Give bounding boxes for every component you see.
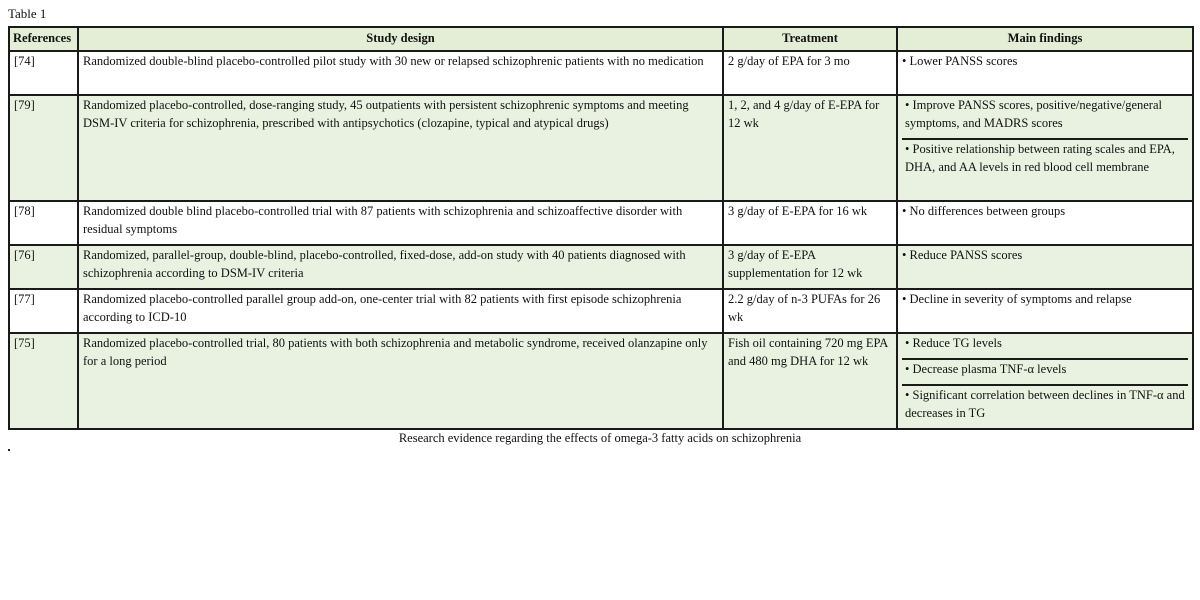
header-references: References xyxy=(9,27,78,51)
header-treatment: Treatment xyxy=(723,27,897,51)
reference-cell: [76] xyxy=(9,245,78,289)
study-table xyxy=(8,26,1194,430)
study-design-cell: Randomized, parallel-group, double-blind, placebo-controlled, fixed-dose, add-on study with 40 patients diagnosed with schizophrenia according to DSM-IV criteria xyxy=(78,245,723,289)
treatment-cell: 2 g/day of EPA for 3 mo xyxy=(723,51,897,95)
finding-cell: • Lower PANSS scores xyxy=(897,51,1193,95)
treatment-cell: Fish oil containing 720 mg EPA and 480 mg DHA for 12 wk xyxy=(723,333,897,429)
study-design-cell: Randomized placebo-controlled parallel group add-on, one-center trial with 82 patients with first episode schizophrenia according to ICD-10 xyxy=(78,289,723,333)
finding-cell: • Decline in severity of symptoms and relapse xyxy=(897,289,1193,333)
table-row xyxy=(9,289,1193,333)
table-row xyxy=(9,245,1193,289)
finding-cell: • Reduce PANSS scores xyxy=(897,245,1193,289)
finding-item: • Reduce TG levels xyxy=(902,334,1188,360)
reference-text: [75] xyxy=(14,336,35,350)
reference-cell: [77] xyxy=(9,289,78,333)
reference-text: [79] xyxy=(14,98,35,112)
study-design-cell: Randomized double blind placebo-controlled trial with 87 patients with schizophrenia and schizoaffective disorder with residual symptoms xyxy=(78,201,723,245)
table-label: Table 1 xyxy=(8,6,47,21)
reference-cell: [78] xyxy=(9,201,78,245)
finding-item: • Decrease plasma TNF-α levels xyxy=(902,360,1188,386)
table-header-row xyxy=(9,27,1193,51)
study-design-cell: Randomized placebo-controlled trial, 80 patients with both schizophrenia and metabolic syndrome, received olanzapine only for a long period xyxy=(78,333,723,429)
table-row xyxy=(9,51,1193,95)
treatment-cell: 1, 2, and 4 g/day of E-EPA for 12 wk xyxy=(723,95,897,201)
study-design-cell: Randomized double-blind placebo-controlled pilot study with 30 new or relapsed schizophrenic patients with no medication xyxy=(78,51,723,95)
study-design-cell: Randomized placebo-controlled, dose-ranging study, 45 outpatients with persistent schizophrenic symptoms and meeting DSM-IV criteria for schizophrenia, prescribed with antipsychotics (clozapine, typical and atypical drugs) xyxy=(78,95,723,201)
reference-cell xyxy=(9,333,78,429)
table-row xyxy=(9,95,1193,201)
finding-item: • Significant correlation between declines in TNF-α and decreases in TG xyxy=(905,388,1185,420)
finding-cell-group xyxy=(897,333,1193,429)
finding-cell: • No differences between groups xyxy=(897,201,1193,245)
reference-cell xyxy=(9,95,78,201)
finding-cell-group xyxy=(897,95,1193,201)
treatment-cell: 2.2 g/day of n-3 PUFAs for 26 wk xyxy=(723,289,897,333)
reference-cell: [74] xyxy=(9,51,78,95)
finding-item: • Positive relationship between rating scales and EPA, DHA, and AA levels in red blood cell membrane xyxy=(905,142,1175,174)
header-study-design: Study design xyxy=(78,27,723,51)
treatment-cell: 3 g/day of E-EPA supplementation for 12 wk xyxy=(723,245,897,289)
treatment-cell: 3 g/day of E-EPA for 16 wk xyxy=(723,201,897,245)
stray-dot xyxy=(8,449,10,451)
header-main-findings: Main findings xyxy=(897,27,1193,51)
table-row xyxy=(9,333,1193,429)
finding-item: • Improve PANSS scores, positive/negative/general symptoms, and MADRS scores xyxy=(902,96,1188,140)
table-row xyxy=(9,201,1193,245)
table-caption: Research evidence regarding the effects of omega-3 fatty acids on schizophrenia xyxy=(398,431,802,445)
